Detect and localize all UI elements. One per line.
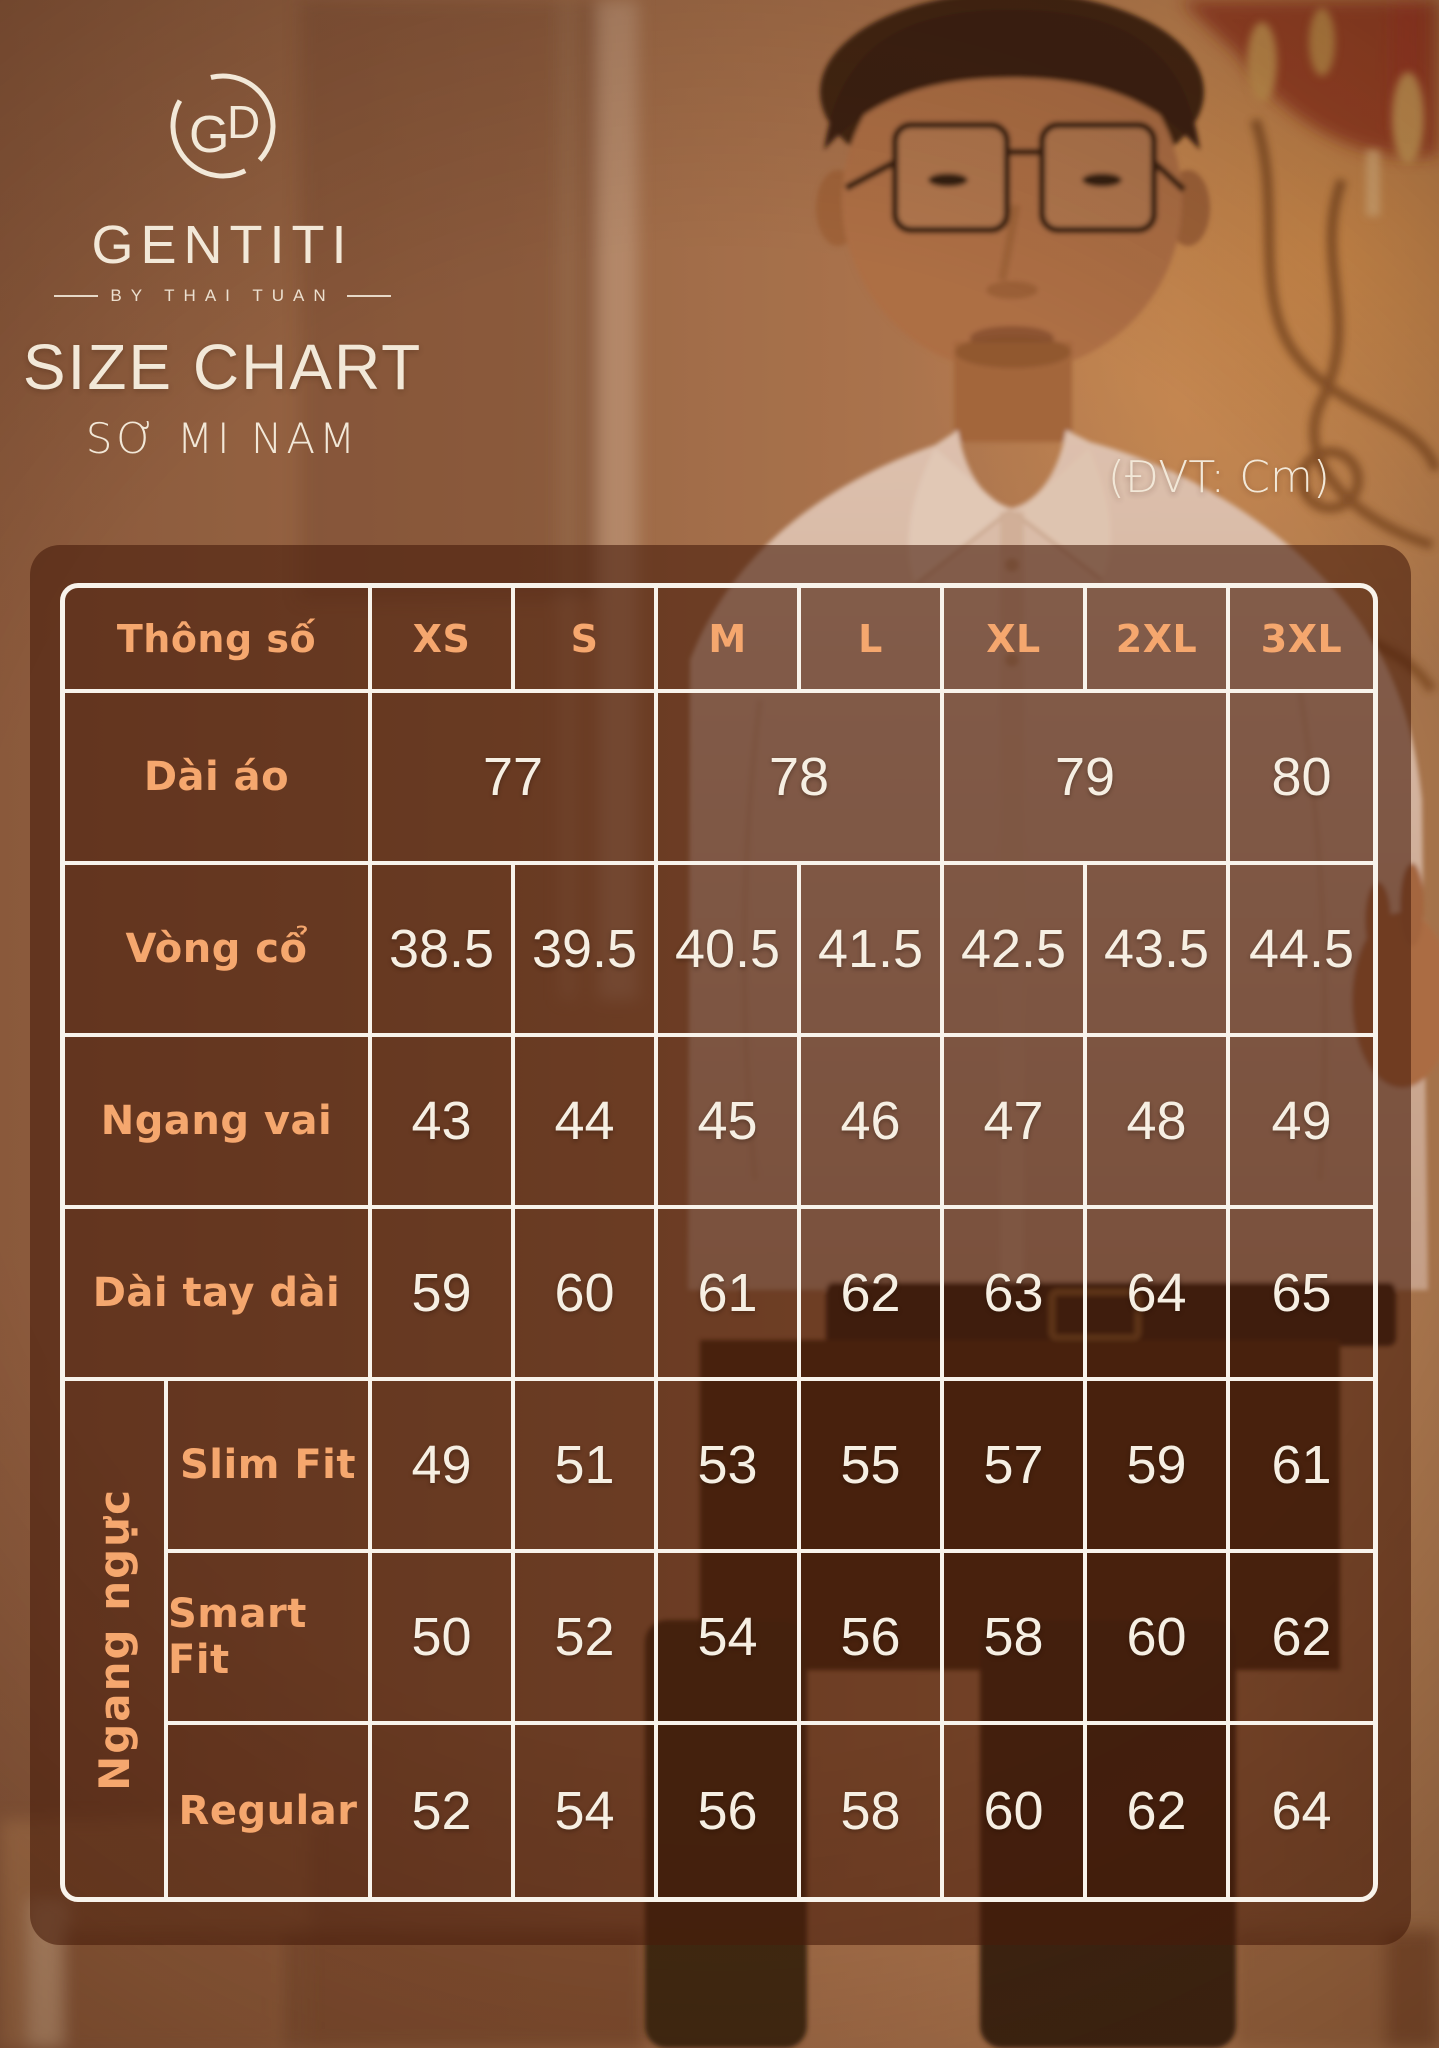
cell-smart-fit-s: 52: [515, 1553, 658, 1725]
byline-dash-left: [54, 295, 98, 297]
row-slim-fit-label: Slim Fit: [168, 1381, 372, 1553]
cell-slim-fit-s: 51: [515, 1381, 658, 1553]
cell-ngang-vai-m: 45: [658, 1037, 801, 1209]
cell-dai-tay-l: 62: [801, 1209, 944, 1381]
cell-dai-ao-xl-2xl: 79: [944, 693, 1230, 865]
cell-slim-fit-2xl: 59: [1087, 1381, 1230, 1553]
cell-dai-tay-2xl: 64: [1087, 1209, 1230, 1381]
cell-ngang-vai-xs: 43: [372, 1037, 515, 1209]
cell-smart-fit-2xl: 60: [1087, 1553, 1230, 1725]
page-title: SIZE CHART: [22, 331, 423, 403]
cell-slim-fit-m: 53: [658, 1381, 801, 1553]
cell-vong-co-s: 39.5: [515, 865, 658, 1037]
row-smart-fit-label: Smart Fit: [168, 1553, 372, 1725]
cell-regular-3xl: 64: [1271, 1781, 1332, 1841]
cell-vong-co-xs: 38.5: [372, 865, 515, 1037]
cell-vong-co-xl: 42.5: [944, 865, 1087, 1037]
cell-regular-l: 58: [801, 1725, 944, 1897]
masthead: [0, 0, 445, 463]
cell-vong-co-2xl: 43.5: [1087, 865, 1230, 1037]
group-ngang-nguc-label: [65, 1381, 168, 1897]
row-vong-co-label: Vòng cổ: [65, 865, 372, 1037]
cell-dai-tay-xl: 63: [944, 1209, 1087, 1381]
cell-regular-s: 54: [515, 1725, 658, 1897]
cell-smart-fit-xl: 58: [944, 1553, 1087, 1725]
brand-byline: [0, 286, 445, 306]
header-size-m: M: [658, 588, 801, 693]
header-size-2xl: 2XL: [1087, 588, 1230, 693]
cell-dai-ao-3xl: 80: [1230, 693, 1373, 865]
logo-monogram-g: G: [188, 106, 229, 164]
unit-note: (ĐVT: Cm): [1107, 452, 1330, 503]
header-size-l: L: [801, 588, 944, 693]
cell-ngang-vai-2xl: 48: [1087, 1037, 1230, 1209]
cell-ngang-vai-3xl: 49: [1230, 1037, 1373, 1209]
cell-dai-ao-m-l: 78: [658, 693, 944, 865]
cell-dai-tay-s: 60: [515, 1209, 658, 1381]
cell-ngang-vai-xl: 47: [944, 1037, 1087, 1209]
cell-dai-tay-3xl: 65: [1230, 1209, 1373, 1381]
page-subtitle: SƠ MI NAM: [85, 414, 360, 463]
cell-vong-co-m: 40.5: [658, 865, 801, 1037]
cell-dai-tay-xs: 59: [372, 1209, 515, 1381]
byline-text: BY THAI TUAN: [110, 286, 335, 305]
logo-monogram-d: D: [226, 96, 260, 148]
group-ngang-nguc-label-text: Ngang ngực: [90, 1487, 139, 1791]
header-size-xs: XS: [372, 588, 515, 693]
cell-dai-ao-xs-s: 77: [372, 693, 658, 865]
cell-regular-m: 56: [658, 1725, 801, 1897]
cell-ngang-vai-l: 46: [801, 1037, 944, 1209]
row-ngang-vai-label: Ngang vai: [65, 1037, 372, 1209]
row-dai-ao-label: Dài áo: [65, 693, 372, 865]
cell-regular-xs: 52: [372, 1725, 515, 1897]
cell-dai-tay-m: 61: [658, 1209, 801, 1381]
cell-ngang-vai-s: 44: [515, 1037, 658, 1209]
cell-smart-fit-m: 54: [658, 1553, 801, 1725]
cell-regular-2xl: 62: [1087, 1725, 1230, 1897]
cell-vong-co-l: 41.5: [801, 865, 944, 1037]
cell-smart-fit-xs: 50: [372, 1553, 515, 1725]
brand-name: GENTITI: [91, 215, 354, 275]
header-param-label: Thông số: [65, 588, 372, 693]
cell-slim-fit-3xl: 61: [1230, 1381, 1373, 1553]
row-regular-label: Regular: [168, 1725, 372, 1897]
row-dai-tay-dai-label: Dài tay dài: [65, 1209, 372, 1381]
header-size-3xl: 3XL: [1230, 588, 1373, 693]
brand-logo: [143, 64, 303, 192]
cell-smart-fit-3xl: 62: [1230, 1553, 1373, 1725]
cell-slim-fit-xs: 49: [372, 1381, 515, 1553]
cell-regular-xl: 60: [944, 1725, 1087, 1897]
byline-dash-right: [347, 295, 391, 297]
header-size-xl: XL: [944, 588, 1087, 693]
size-table: [60, 583, 1378, 1902]
cell-vong-co-3xl: 44.5: [1230, 865, 1373, 1037]
cell-smart-fit-l: 56: [801, 1553, 944, 1725]
cell-slim-fit-xl: 57: [944, 1381, 1087, 1553]
header-size-s: S: [515, 588, 658, 693]
cell-slim-fit-l: 55: [801, 1381, 944, 1553]
